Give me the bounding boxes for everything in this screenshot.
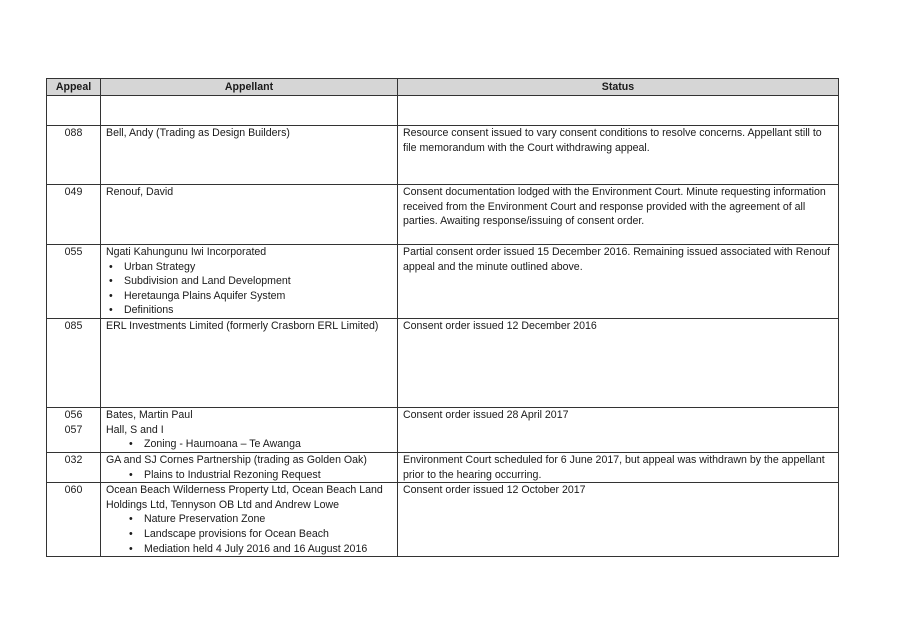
appellant-name: ERL Investments Limited (formerly Crasborn ERL Limited) bbox=[101, 318, 398, 407]
appeal-number-cell bbox=[47, 407, 101, 452]
appeal-topic: • Zoning - Haumoana – Te Awanga bbox=[106, 437, 392, 452]
appeal-topic: • Plains to Industrial Rezoning Request bbox=[106, 468, 392, 483]
table-row bbox=[47, 126, 839, 185]
empty-cell bbox=[47, 96, 101, 126]
status-text: Environment Court scheduled for 6 June 2017, but appeal was withdrawn by the appellant prior to the hearing occurring. bbox=[398, 452, 839, 482]
appellant-name: Ocean Beach Wilderness Property Ltd, Ocean Beach Land Holdings Ltd, Tennyson OB Ltd and Andrew Lowe bbox=[106, 484, 383, 511]
appeal-topics-list bbox=[106, 512, 392, 556]
status-text: Partial consent order issued 15 December 2016. Remaining issued associated with Renouf appeal and the minute outlined above. bbox=[398, 245, 839, 319]
appeal-number: 049 bbox=[47, 185, 101, 245]
appeal-topic: • Urban Strategy bbox=[106, 260, 392, 275]
status-text: Resource consent issued to vary consent conditions to resolve concerns. Appellant still to file memorandum with the Court withdrawing appeal. bbox=[398, 126, 839, 185]
header-appellant: Appellant bbox=[101, 79, 398, 96]
appeal-topic: • Landscape provisions for Ocean Beach bbox=[106, 527, 392, 542]
appeal-topic: • Definitions bbox=[106, 303, 392, 318]
appeal-topics-list bbox=[106, 437, 392, 452]
empty-cell bbox=[101, 96, 398, 126]
appeal-number: 088 bbox=[47, 126, 101, 185]
appeal-number: 085 bbox=[47, 318, 101, 407]
appeal-number: 055 bbox=[47, 245, 101, 319]
table-header-row bbox=[47, 79, 839, 96]
appellant-name: Hall, S and I bbox=[106, 423, 164, 436]
header-status: Status bbox=[398, 79, 839, 96]
appeal-topics-list bbox=[106, 468, 392, 483]
appeal-topic: • Heretaunga Plains Aquifer System bbox=[106, 289, 392, 304]
table-row bbox=[47, 185, 839, 245]
appeal-number: 056 bbox=[64, 408, 83, 421]
appeal-number: 057 bbox=[64, 423, 83, 436]
appellant-name: Ngati Kahungunu Iwi Incorporated bbox=[106, 246, 267, 258]
table-row bbox=[47, 407, 839, 452]
appellant-name: Renouf, David bbox=[101, 185, 398, 245]
appeal-number: 060 bbox=[47, 483, 101, 557]
appeal-number: 032 bbox=[47, 452, 101, 482]
appellant-name: Bates, Martin Paul bbox=[106, 408, 193, 421]
appeal-topic: • Subdivision and Land Development bbox=[106, 274, 392, 289]
appeal-topics-list bbox=[106, 260, 392, 318]
status-text: Consent documentation lodged with the Environment Court. Minute requesting information received from the Environment Court and response provided with the agreement of all parties. Awaiting response/issuing of consent order. bbox=[398, 185, 839, 245]
appellant-cell bbox=[101, 483, 398, 557]
table-row-empty bbox=[47, 96, 839, 126]
table-row bbox=[47, 318, 839, 407]
table-row bbox=[47, 452, 839, 482]
appeal-topic: • Mediation held 4 July 2016 and 16 August 2016 bbox=[106, 542, 392, 557]
appellant-name: Bell, Andy (Trading as Design Builders) bbox=[101, 126, 398, 185]
appellant-name: GA and SJ Cornes Partnership (trading as Golden Oak) bbox=[106, 453, 367, 466]
empty-cell bbox=[398, 96, 839, 126]
appellant-cell bbox=[101, 245, 398, 319]
appeals-status-table bbox=[46, 78, 839, 557]
appeal-topic: • Nature Preservation Zone bbox=[106, 512, 392, 527]
status-text: Consent order issued 12 October 2017 bbox=[398, 483, 839, 557]
status-text: Consent order issued 12 December 2016 bbox=[398, 318, 839, 407]
table-row bbox=[47, 245, 839, 319]
table-row bbox=[47, 483, 839, 557]
header-appeal: Appeal bbox=[47, 79, 101, 96]
status-text: Consent order issued 28 April 2017 bbox=[398, 407, 839, 452]
appellant-cell bbox=[101, 407, 398, 452]
appellant-cell bbox=[101, 452, 398, 482]
